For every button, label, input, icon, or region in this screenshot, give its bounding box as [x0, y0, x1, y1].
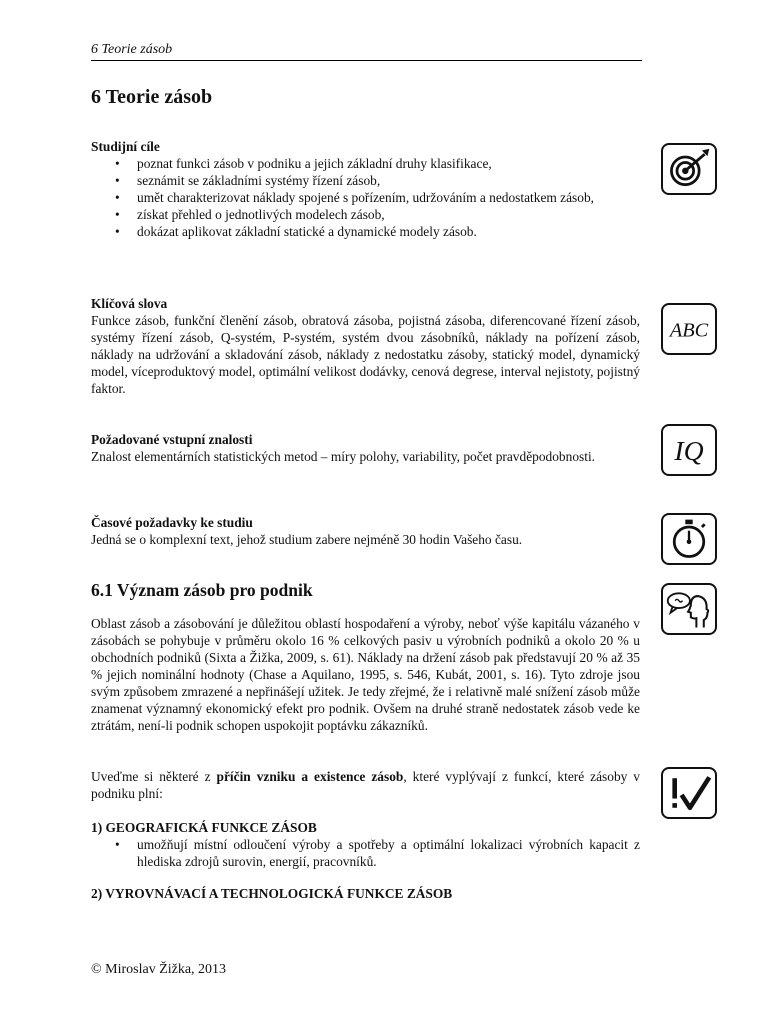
exclamation-check-icon	[661, 767, 717, 819]
paragraph: Oblast zásob a zásobování je důležitou oblastí hospodaření a výroby, neboť výše kapitálu vázaného v zásobách se pohybuje v průměru okolo 16 % celkových pasiv u výrobních podniků a okolo 20 % u obchodních podniků (Sixta a Žižka, 2009, s. 61). Náklady na držení zásob pak představují 20 % až 35 % jejich nominální hodnoty (Chase a Aquilano, 1995, s. 546, Kubát, 2001, s. 16). Tyto zdroje jsou svým způsobem zmrazené a nepřinášejí užitek. Je tedy zřejmé, že i relativně malé snížení zásob může znamenat významný ekonomický efekt pro podnik. Ovšem na druhé straně nedostatek zásob vede ke ztrátám, není-li podnik schopen uspokojit poptávku zákazníků.	[91, 616, 640, 733]
footer-copyright: © Miroslav Žižka, 2013	[91, 962, 227, 977]
study-goals-list	[91, 155, 640, 240]
list-item: • umět charakterizovat náklady spojené s pořízením, udržováním a nedostatkem zásob,	[91, 189, 640, 206]
keywords-section	[91, 295, 640, 397]
abc-icon	[661, 303, 717, 355]
running-header: 6 Teorie zásob	[91, 42, 642, 61]
causes-paragraph	[91, 768, 640, 802]
list-item: • seznámit se základními systémy řízení zásob,	[91, 172, 640, 189]
section-61-body	[91, 615, 640, 734]
iq-icon	[661, 424, 717, 476]
section-title: 6.1 Význam zásob pro podnik	[91, 580, 313, 600]
time-requirements-heading: Časové požadavky ke studiu	[91, 515, 253, 530]
list-item: • poznat funkci zásob v podniku a jejich základní druhy klasifikace,	[91, 155, 640, 172]
stopwatch-icon	[661, 513, 717, 565]
list-item: • získat přehled o jednotlivých modelech zásob,	[91, 206, 640, 223]
keywords-heading: Klíčová slova	[91, 296, 168, 311]
paragraph	[91, 768, 640, 802]
chapter-title: 6 Teorie zásob	[91, 86, 213, 108]
paragraph-text: , které vyplývají z funkcí, které zásoby v podniku plní:	[91, 769, 641, 801]
svg-text:IQ: IQ	[674, 435, 704, 467]
prerequisites-heading: Požadované vstupní znalosti	[91, 432, 253, 447]
function-heading-geographic: 1) GEOGRAFICKÁ FUNKCE ZÁSOB	[91, 820, 317, 835]
thinking-head-icon	[661, 583, 717, 635]
function-heading-balancing: 2) VYROVNÁVACÍ A TECHNOLOGICKÁ FUNKCE ZÁSOB	[91, 886, 453, 901]
study-goals-section	[91, 138, 640, 240]
function-list-geographic	[91, 836, 640, 870]
prerequisites-section	[91, 431, 640, 465]
paragraph-text: Uveďme si některé z	[91, 769, 217, 784]
bold-phrase: příčin vzniku a existence zásob	[216, 769, 404, 784]
list-item: • umožňují místní odloučení výroby a spotřeby a optimální lokalizaci výrobních kapacit z hlediska zdrojů surovin, energií, pracovníků.	[91, 836, 640, 870]
keywords-text: Funkce zásob, funkční členění zásob, obratová zásoba, pojistná zásoba, diferencované řízení zásob, systémy řízení zásob, Q-systém, P-systém, systém dvou zásobníků, náklady na pořízení zásob, náklady na udržování a skladování zásob, náklady z nedostatku zásoby, statický model, dynamický model, víceproduktový model, optimální velikost dodávky, cenová degrese, interval nejistoty, pojistný faktor.	[91, 313, 640, 396]
target-icon	[661, 143, 717, 195]
prerequisites-text: Znalost elementárních statistických metod – míry polohy, variability, počet pravděpodobnosti.	[91, 449, 596, 464]
time-requirements-text: Jedná se o komplexní text, jehož studium zabere nejméně 30 hodin Vašeho času.	[91, 532, 523, 547]
list-item: • dokázat aplikovat základní statické a dynamické modely zásob.	[91, 223, 640, 240]
svg-text:ABC: ABC	[669, 319, 709, 342]
study-goals-heading: Studijní cíle	[91, 139, 160, 154]
time-requirements-section	[91, 514, 640, 548]
